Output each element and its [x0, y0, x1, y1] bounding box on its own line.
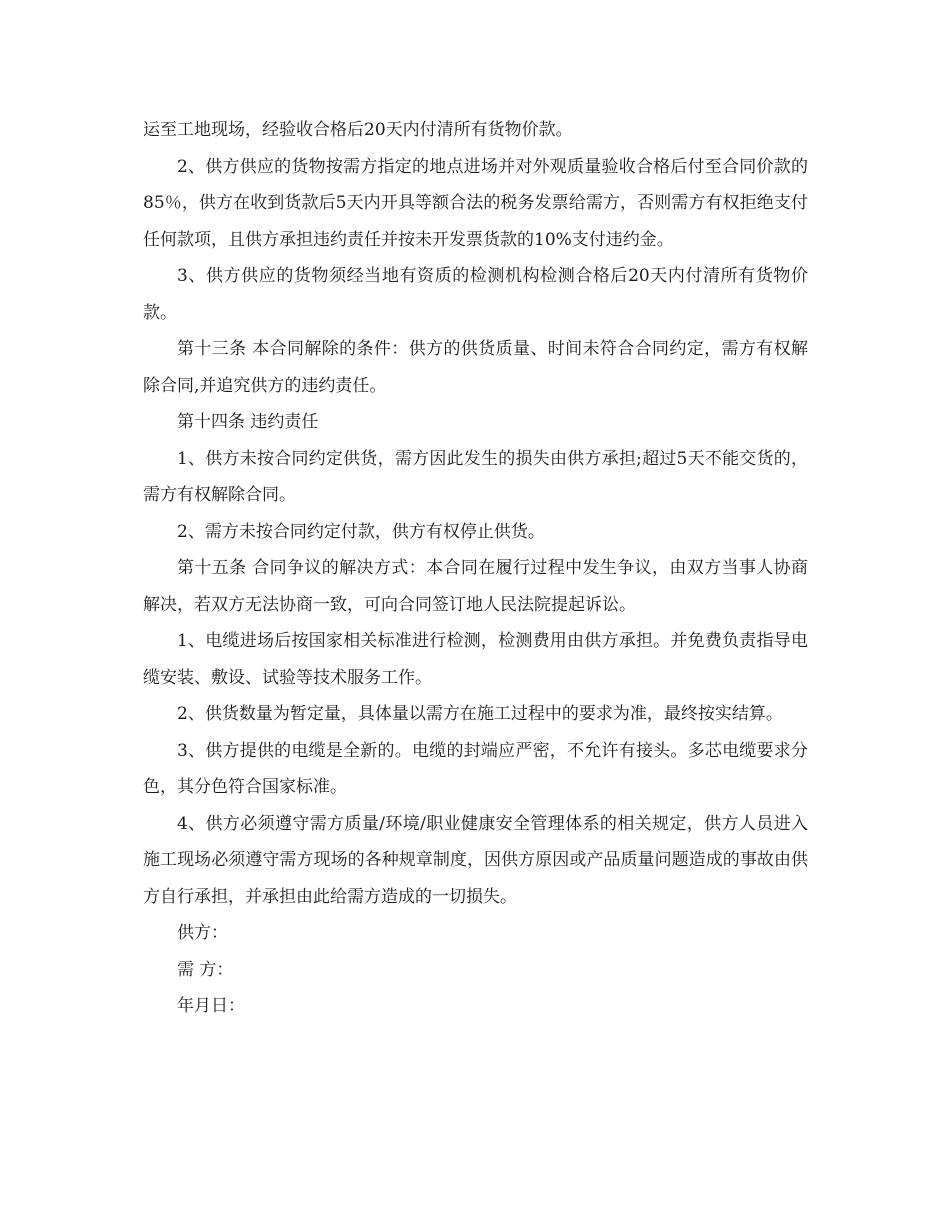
- paragraph-cable-clause-3: 3、供方提供的电缆是全新的。电缆的封端应严密，不允许有接头。多芯电缆要求分色，其分色符合国家标准。: [143, 740, 808, 797]
- paragraph-article-14-heading: 第十四条 违约责任: [177, 412, 319, 432]
- document-body: [143, 112, 808, 1025]
- signature-supplier: 供方：: [177, 923, 228, 943]
- paragraph-article-15: 第十五条 合同争议的解决方式：本合同在履行过程中发生争议，由双方当事人协商解决，若双方无法协商一致，可向合同签订地人民法院提起诉讼。: [143, 558, 808, 615]
- paragraph-breach-clause-1: 1、供方未按合同约定供货，需方因此发生的损失由供方承担;超过5天不能交货的，需方有权解除合同。: [143, 448, 808, 505]
- signature-date: 年月日：: [177, 996, 245, 1016]
- paragraph-article-13: 第十三条 本合同解除的条件：供方的供货质量、时间未符合合同约定，需方有权解除合同,并追究供方的违约责任。: [143, 339, 808, 396]
- signature-buyer: 需 方：: [177, 959, 234, 980]
- paragraph-breach-clause-2: 2、需方未按合同约定付款，供方有权停止供货。: [177, 521, 545, 542]
- paragraph-cable-clause-4: 4、供方必须遵守需方质量/环境/职业健康安全管理体系的相关规定，供方人员进入施工现场必须遵守需方现场的各种规章制度，因供方原因或产品质量问题造成的事故由供方自行承担，并承担由此给需方造成的一切损失。: [143, 813, 808, 907]
- paragraph-cable-clause-1: 1、电缆进场后按国家相关标准进行检测，检测费用由供方承担。并免费负责指导电缆安装、敷设、试验等技术服务工作。: [143, 631, 808, 688]
- paragraph-cable-clause-2: 2、供货数量为暂定量，具体量以需方在施工过程中的要求为准，最终按实结算。: [177, 704, 783, 724]
- paragraph-payment-clause-2: 2、供方供应的货物按需方指定的地点进场并对外观质量验收合格后付至合同价款的85％，供方在收到货款后5天内开具等额合法的税务发票给需方，否则需方有权拒绝支付任何款项，且供方承担违约责任并按未开发票货款的10%支付违约金。: [143, 156, 808, 250]
- paragraph-payment-continuation: 运至工地现场，经验收合格后20天内付清所有货物价款。: [143, 120, 573, 140]
- paragraph-payment-clause-3: 3、供方供应的货物须经当地有资质的检测机构检测合格后20天内付清所有货物价款。: [143, 266, 808, 323]
